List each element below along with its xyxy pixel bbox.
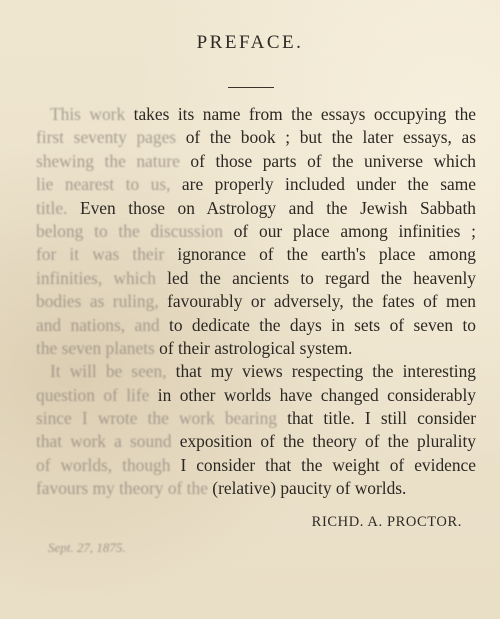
faded-text: for it was their xyxy=(36,244,165,265)
paragraph-1 xyxy=(36,103,476,360)
line-text: takes its name from the essays occupying the xyxy=(125,104,476,124)
line-text: to dedicate the days in sets of seven to xyxy=(159,314,476,335)
faded-text: since I wrote the work bearing xyxy=(36,408,277,429)
text-line xyxy=(36,267,476,290)
faded-text: shewing the nature xyxy=(36,150,180,171)
line-text: that my views respecting the interesting xyxy=(166,361,476,382)
line-text: Even those on Astrology and the Jewish Sabbath xyxy=(67,197,476,218)
faded-text: It will be seen, xyxy=(50,361,167,382)
line-text: of the book ; but the later essays, as xyxy=(176,127,476,148)
faded-text: infinities, which xyxy=(36,267,156,288)
text-line xyxy=(36,384,476,407)
faded-text: first seventy pages xyxy=(36,127,177,148)
line-text: favourably or adversely, the fates of men xyxy=(158,291,476,312)
line-text: of our place among infinities ; xyxy=(222,220,476,241)
text-line xyxy=(36,220,476,243)
line-text: led the ancients to regard the heavenly xyxy=(155,267,476,288)
text-line xyxy=(36,430,476,453)
text-line xyxy=(36,150,476,173)
text-line xyxy=(36,314,476,337)
line-text: ignorance of the earth's place among xyxy=(164,244,476,265)
text-line xyxy=(36,477,476,500)
author-signature: RICHD. A. PROCTOR. xyxy=(311,514,462,530)
faded-text: bodies as ruling, xyxy=(36,291,159,312)
faded-text: that work a sound xyxy=(36,431,172,452)
text-line xyxy=(36,337,476,360)
line-text: I consider that the weight of evidence xyxy=(170,454,476,475)
faded-text: the seven planets xyxy=(36,337,155,358)
faded-text: This work xyxy=(50,104,126,124)
line-text: of those parts of the universe which xyxy=(179,150,476,171)
text-line xyxy=(36,243,476,266)
title-divider xyxy=(228,87,274,88)
text-line xyxy=(36,197,476,220)
text-line xyxy=(36,173,476,196)
faded-text: and nations, and xyxy=(36,314,160,335)
text-line xyxy=(36,454,476,477)
text-line xyxy=(36,407,476,430)
faded-text: question of life xyxy=(36,384,150,405)
line-text: that title. I still consider xyxy=(276,408,476,429)
date-line: Sept. 27, 1875. xyxy=(48,540,126,555)
line-text: are properly included under the same xyxy=(170,174,476,195)
paragraph-2 xyxy=(36,360,476,500)
text-line xyxy=(36,360,476,383)
line-text: exposition of the theory of the plurality xyxy=(171,431,476,452)
faded-text: favours my theory of the xyxy=(36,478,208,499)
line-text: of their astrological system. xyxy=(154,337,353,358)
preface-body xyxy=(36,103,476,501)
line-text: in other worlds have changed considerably xyxy=(149,384,476,405)
text-line xyxy=(36,126,476,149)
faded-text: lie nearest to us, xyxy=(36,174,171,195)
faded-text: belong to the discussion xyxy=(36,220,223,241)
page-title: PREFACE. xyxy=(196,32,304,53)
faded-text: title. xyxy=(36,197,68,218)
line-text: (relative) paucity of worlds. xyxy=(207,478,407,499)
text-line xyxy=(36,290,476,313)
faded-text: of worlds, though xyxy=(36,454,171,475)
text-line xyxy=(36,103,476,126)
